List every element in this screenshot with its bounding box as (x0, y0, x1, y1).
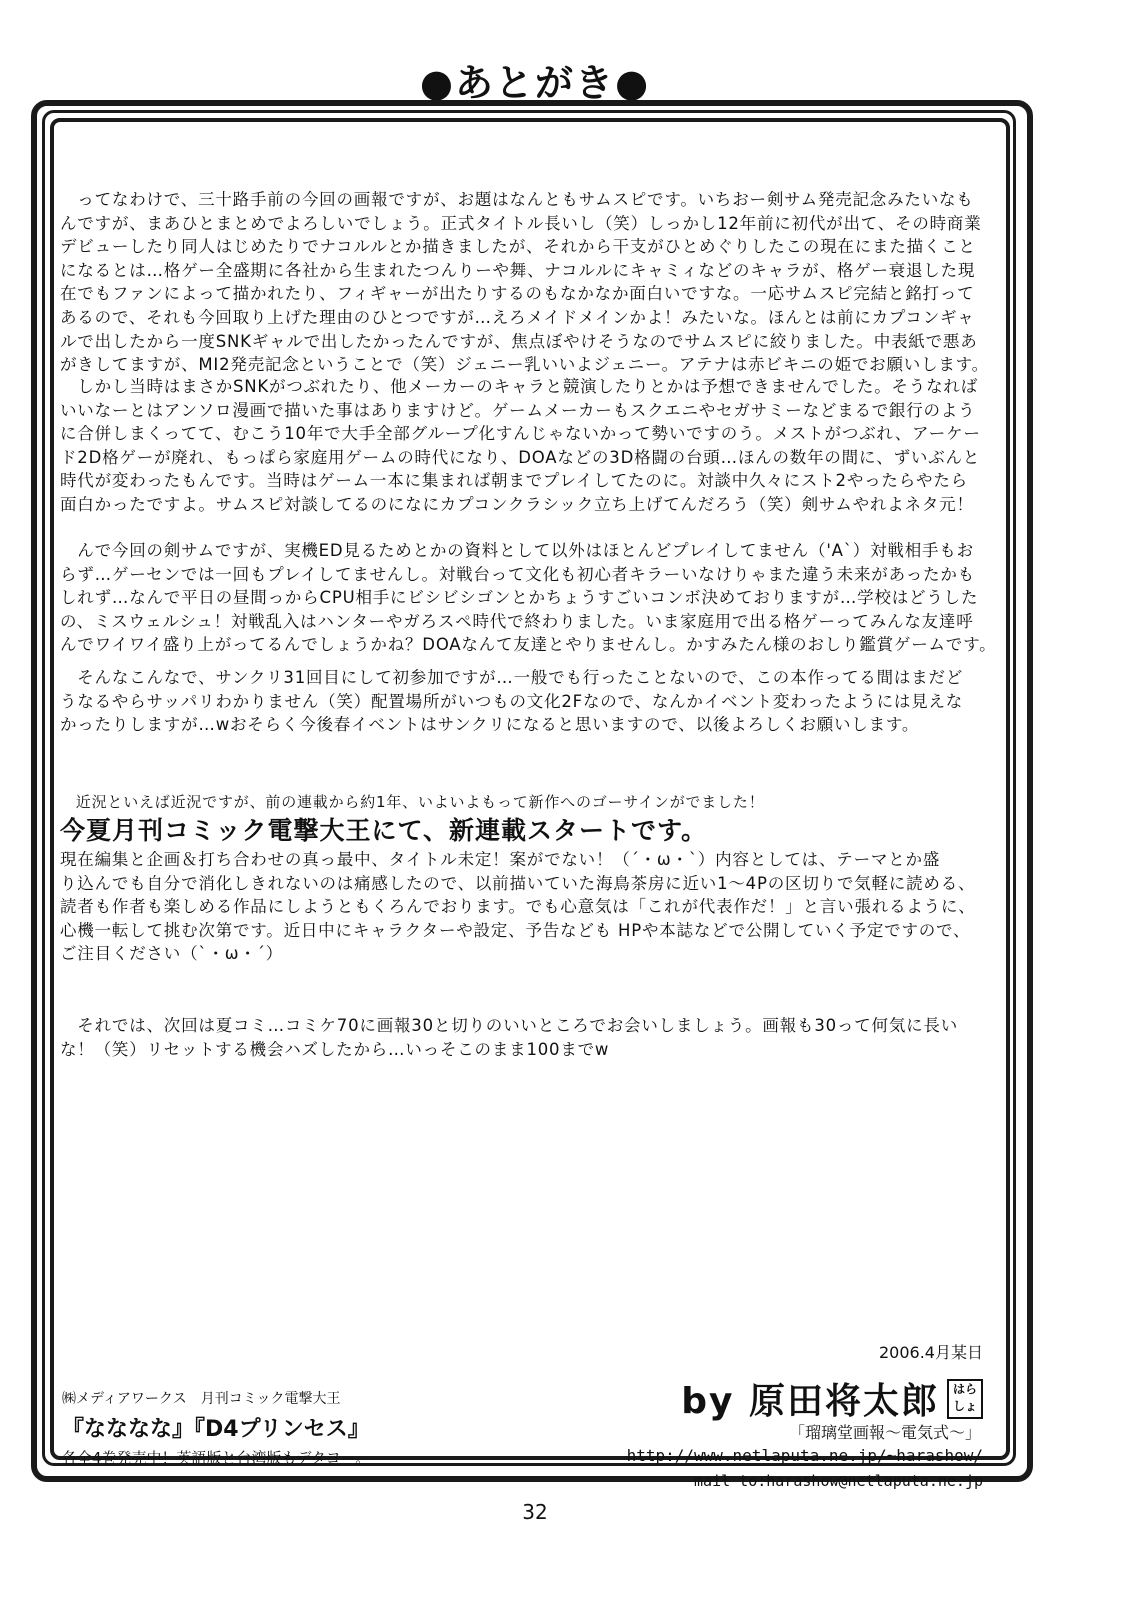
text-line: がきしてますが、MI2発売記念ということで（笑）ジェニー乳いいよジェニー。アテナは赤ビキニの姫でお願いします。 (60, 355, 989, 375)
author-signature (681, 1373, 983, 1424)
text-line: いいなーとはアンソロ漫画で描いた事はありますけど。ゲームメーカーもスクエニやセガサミーなどまるで銀行のよう (60, 400, 976, 420)
titles-line: 『なななな』『D4プリンセス』 (62, 1417, 370, 1442)
publisher-info (62, 1388, 370, 1468)
paragraph-2 (60, 375, 1010, 517)
website-url[interactable]: http://www.netlaputa.ne.jp/~harashow/ (626, 1446, 983, 1465)
text-line: しかし当時はまさかSNKがつぶれたり、他メーカーのキャラと競演したりとかは予想できませんでした。そうなれば (60, 377, 979, 396)
text-line: あるので、それも今回取り上げた理由のひとつですが…えろメイドメインかよ！みたいな。ほんとは前にカプコンギャ (60, 307, 975, 327)
text-line: 近況といえば近況ですが、前の連載から約1年、いよいよもって新作へのゴーサインがでました！ (60, 793, 765, 811)
text-line: 読者も作者も楽しめる作品にしようともくろんでおります。でも心意気は「これが代表作だ！」と言い張れるように、 (60, 897, 976, 917)
text-line: ド2D格ゲーが廃れ、もっぱら家庭用ゲームの時代になり、DOAなどの3D格闘の台頭…ほんの数年の間に、ずいぶんと (60, 447, 981, 467)
text-line: ルで出したから一度SNKギャルで出したかったんですが、焦点ぼやけそうなのでサムスピに絞りました。中表紙で悪あ (60, 331, 978, 351)
text-line: らず…ゲーセンでは一回もプレイしてませんし。対戦台って文化も初心者キラーいなけりゃまた違う未来があったかも (60, 564, 975, 584)
paragraph-6 (60, 848, 1010, 966)
text-line: そんなこんなで、サンクリ31回目にして初参加ですが…一般でも行ったことないので、この本作ってる間はまだど (60, 668, 964, 687)
text-line: うなるやらサッパリわかりません（笑）配置場所がいつもの文化2Fなので、なんかイベント変わったようには見えな (60, 691, 964, 711)
text-line: になるとは…格ゲー全盛期に各社から生まれたつんりーや舞、ナコルルにキャミィなどのキャラが、格ゲー衰退した現 (60, 260, 976, 280)
author-name: by 原田将太郎 (681, 1381, 939, 1422)
hanko-seal: はらしょ (947, 1379, 983, 1419)
text-line: の、ミスウェルシュ！対戦乱入はハンターやガろスペ時代で終わりました。いま家庭用で出る格ゲーってみんな友達呼 (60, 611, 974, 631)
text-line: 時代が変わったもんです。当時はゲーム一本に集まれば朝までプレイしてたのに。対談中久々にスト2やったらやたら (60, 471, 968, 491)
page-number: 32 (522, 1500, 548, 1524)
circle-name: 「瑠璃堂画報～電気式～」 (788, 1423, 981, 1442)
text-line: んですが、まあひとまとめでよろしいでしょう。正式タイトル長いし（笑）しっかし12年前に初代が出て、その時商業 (60, 213, 982, 233)
paragraph-4 (60, 666, 1010, 737)
text-line: に合併しまくってて、むこう10年で大手全部グループ化すんじゃないかって勢いですのう。メストがつぶれ、アーケー (60, 424, 981, 444)
text-line: 心機一転して挑む次第です。近日中にキャラクターや設定、予告なども HPや本誌などで公開していく予定ですので、 (60, 920, 971, 940)
text-line: んで今回の剣サムですが、実機ED見るためとかの資料として以外はほとんどプレイしてません（'A`）対戦相手もお (60, 541, 974, 560)
paragraph-5 (60, 791, 1010, 815)
text-line: それでは、次回は夏コミ…コミケ70に画報30と切りのいいところでお会いしましょう。画報も30って何気に長い (60, 1016, 959, 1035)
release-line: 各全4巻発売中！英語版と台湾版もデタヨー。 (62, 1449, 371, 1467)
text-line: な！（笑）リセットする機会ハズしたから…いっそこのまま100までw (60, 1039, 610, 1059)
paragraph-3 (60, 539, 1010, 657)
email-address[interactable]: mail to:harashow@netlaputa.ne.jp (694, 1472, 983, 1490)
text-line: かったりしますが…wおそらく今後春イベントはサンクリになると思いますので、以後よろしくお願いします。 (60, 715, 920, 735)
page-title: ●あとがき● (419, 61, 651, 105)
paragraph-1 (60, 188, 1010, 377)
text-line: 在でもファンによって描かれたり、フィギャーが出たりするのもなかなか面白いですな。一応サムスピ完結と銘打って (60, 284, 975, 304)
text-line: んでワイワイ盛り上がってるんでしょうかね？DOAなんて友達とやりませんし。かすみたん様のおしり鑑賞ゲームです。 (60, 635, 997, 655)
text-line: 面白かったですよ。サムスピ対談してるのになにカプコンクラシック立ち上げてんだろう（笑）剣サムやれよネタ元！ (60, 494, 974, 514)
publisher-line: ㈱メディアワークス 月刊コミック電撃大王 (62, 1391, 341, 1407)
text-line: 現在編集と企画＆打ち合わせの真っ最中、タイトル未定！案がでない！（´・ω・`）内容としては、テーマとか盛 (60, 850, 941, 869)
announcement-heading: 今夏月刊コミック電撃大王にて、新連載スタートです。 (60, 816, 708, 845)
paragraph-7 (60, 1014, 1010, 1061)
text-line: しれず…なんで平日の昼間っからCPU相手にビシビシゴンとかちょうすごいコンボ決めておりますが…学校はどうした (60, 588, 979, 608)
date: 2006.4月某日 (879, 1343, 983, 1362)
text-line: ってなわけで、三十路手前の今回の画報ですが、お題はなんともサムスピです。いちおー剣サム発売記念みたいなも (60, 190, 974, 209)
text-line: り込んでも自分で消化しきれないのは痛感したので、以前描いていた海鳥茶房に近い1～4Pの区切りで気軽に読める、 (60, 873, 976, 893)
text-line: ご注目ください（`・ω・´） (60, 944, 284, 964)
text-line: デビューしたり同人はじめたりでナコルルとか描きましたが、それから干支がひとめぐりしたこの現在にまた描くこと (60, 237, 976, 257)
